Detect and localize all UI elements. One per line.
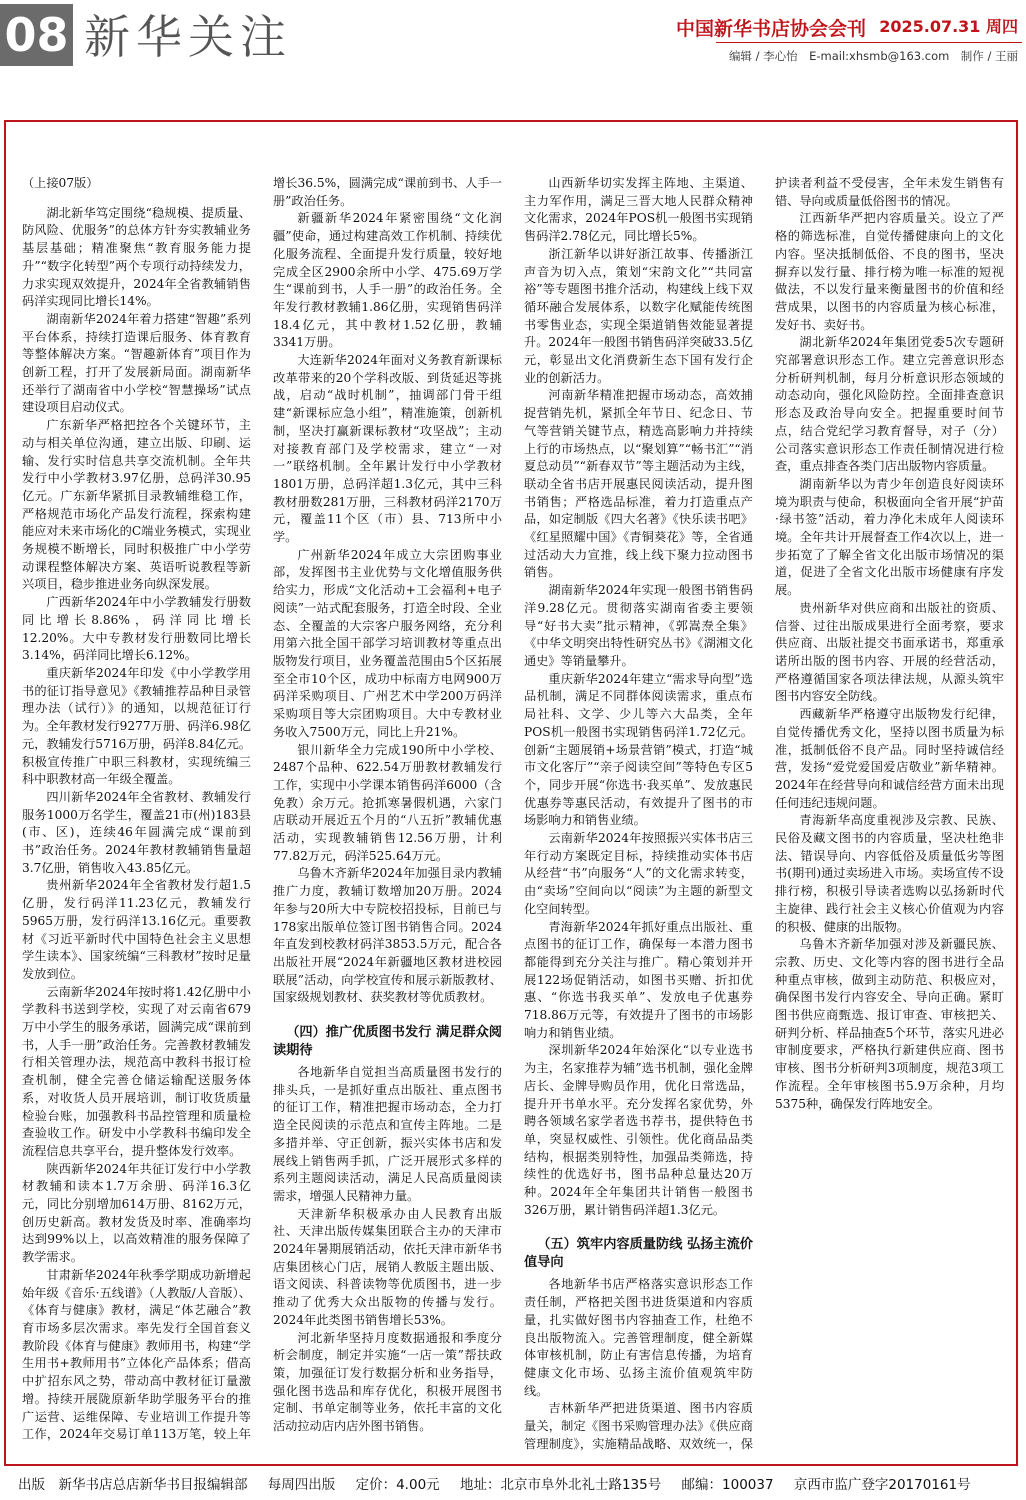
paragraph: 银川新华全力完成190所中小学校、2487个品种、622.54万册教材教辅发行工作，实现中小学课本销售码洋6000（含免教）余万元。抢抓寒暑假机遇，六家门店联动开展近五个月的“八五折”教辅优惠活动，实现教辅销售12.56万册，计利77.82万元，码洋525.64万元。 [273, 742, 502, 863]
paragraph: 各地新华自觉担当高质量图书发行的排头兵，一是抓好重点出版社、重点图书的征订工作，精准把握市场动态，全力打造全民阅读的示范点和宣传主阵地。二是多措并举、守正创新，振兴实体书店和发展线上销售两手抓，广泛开展形式多样的系列主题阅读活动，满足人民高质量阅读需求，增强人民精神力量。 [273, 1065, 502, 1203]
paragraph: 广州新华2024年成立大宗团购事业部，发挥图书主业优势与文化增值服务供给实力，形成“文化活动+工会福利+电子阅读”一站式配套服务，打造全时段、全业态、全覆盖的大宗客户服务网络，充分利用第六批全国干部学习培训教材等重点出版物发行项目，业务覆盖范围由5个区拓展至全市10个区，成功中标南方电网900万码洋采购项目、广州艺术中学200万码洋采购项目等大宗团购项目。大中专教材业务收入7500万元，同比上升21%。 [273, 547, 502, 739]
paragraph: 天津新华积极承办由人民教育出版社、天津出版传媒集团联合主办的天津市2024年暑期展销活动，依托天津市新华书店集团核心门店，展销人教版主题出版、语文阅读、科普读物等优质图书，进一步推动了优秀大众出版物的传播与发行。2024年此类图书销售增长53%。 [273, 1206, 502, 1327]
article-body [22, 175, 1004, 1460]
footer-license: 京西市监广登字20170161号 [793, 1477, 971, 1493]
paragraph: 湖南新华以为青少年创造良好阅读环境为职责与使命，积极面向全省开展“护苗·绿书签”活动，着力净化未成年人阅读环境。全年共计开展督查工作4次以上，进一步拓宽了了解全省文化出版市场情况的渠道，促进了全省文化出版市场健康有序发展。 [775, 476, 1004, 598]
paragraph: 各地新华书店严格落实意识形态工作责任制，严格把关图书进货渠道和内容质量，扎实做好图书内容抽查工作，杜绝不良出版物流入。完善管理制度，健全新媒体审核机制，防止有害信息传播，为培育健康文化市场、弘扬主流价值观筑牢防线。 [524, 1277, 753, 1398]
paragraph: 云南新华2024年按时将1.42亿册中小学教科书送到学校，实现了对云南省679万中小学生的服务承诺，圆满完成“课前到书，人手一册”政治任务。完善教材教辅发行相关管理办法，规范高中教科书报订检查机制，健全完善仓储运输配送服务体系，对收货人员开展培训，制订收货质量检验台账，加强教科书品控管理和质量检查验收工作。研发中小学教科书编印发全流程信息共享平台，提升整体发行效率。 [22, 984, 251, 1158]
footer-address: 地址：北京市阜外北礼士路135号 [459, 1477, 662, 1493]
paragraph: 贵州新华对供应商和出版社的资质、信誉、过往出版成果进行全面考察，要求供应商、出版社提交书面承诺书，郑重承诺所出版的图书内容、开展的经营活动，严格遵循国家各项法律法规，从源头筑牢图书内容安全防线。 [775, 600, 1004, 704]
paragraph: 湖南新华2024年实现一般图书销售码洋9.28亿元。贯彻落实湖南省委主要领导“好书大卖”批示精神，《郭嵩焘全集》《中华文明突出特性研究丛书》《湖湘文化通史》等销量攀升。 [524, 583, 753, 668]
paragraph: 湖南新华2024年着力搭建“智趣”系列平台体系，持续打造课后服务、体育教育等整体解决方案。“智趣新体育”项目作为创新工程，打开了发展新局面。湖南新华还举行了湖南省中小学校“智慧操场”试点建设项目启动仪式。 [22, 311, 251, 415]
paragraph: 河南新华精准把握市场动态，高效捕捉营销先机，紧抓全年节日、纪念日、节气等营销关键节点，精选高影响力并持续上行的市场热点，以“聚划算”“畅书汇”“消夏总动员”“新春双节”等主题活动为主线，联动全省书店开展惠民阅读活动，提升图书销售；严格选品标准，着力打造重点产品，如定制版《四大名著》《快乐读书吧》《红星照耀中国》《青铜葵花》等，全省通过活动大力宣推，线上线下聚力拉动图书销售。 [524, 388, 753, 580]
section-heading-5: （五）筑牢内容质量防线 弘扬主流价值导向 [524, 1237, 753, 1271]
paragraph: 四川新华2024年全省教材、教辅发行服务1000万名学生，覆盖21市(州)183县(市、区)，连续46年圆满完成“课前到书”政治任务。2024年教材教辅销售量超3.7亿册，销售收入43.85亿元。 [22, 789, 251, 875]
paragraph: 浙江新华以讲好浙江故事、传播浙江声音为切入点，策划“宋韵文化”“共同富裕”等专题图书推介活动，构建线上线下双循环融合发展体系，以数字化赋能传统图书零售业态，实现全渠道销售效能显著提升。2024年一般图书销售码洋突破33.5亿元，彰显出文化消费新生态下国有发行企业的创新活力。 [524, 246, 753, 385]
paragraph: 青海新华高度重视涉及宗教、民族、民俗及藏文图书的内容质量，坚决杜绝非法、错误导向、内容低俗及质量低劣等图书(期刊)通过卖场进入市场。卖场宣传不设排行榜，积极引导读者选购以弘扬新时代主旋律、践行社会主义核心价值观为内容的积极、健康的出版物。 [775, 813, 1004, 934]
paragraph: 贵州新华2024年全省教材发行超1.5亿册，发行码洋11.23亿元，教辅发行5965万册，发行码洋13.16亿元。重要教材《习近平新时代中国特色社会主义思想学生读本》、国家统编“三科教材”按时足量发放到位。 [22, 878, 251, 981]
paragraph: 湖北新华笃定围绕“稳规模、提质量、防风险、优服务”的总体方针夯实教辅业务基层基础；精准聚焦“教育服务能力提升”“数字化转型”两个专项行动持续发力，力求实现双效提升，2024年全省教辅销售码洋实现同比增长14%。 [22, 205, 251, 309]
editor-credits: 编辑 / 李心怡 E-mail:xhsmb@163.com 制作 / 王丽 [728, 49, 1018, 63]
paragraph: 江西新华严把内容质量关。设立了严格的筛选标准，自觉传播健康向上的文化内容。坚决抵制低俗、不良的图书，坚决摒弃以发行量、排行榜为唯一标准的短视做法，不以发行量来衡量图书的价值和经营成果，以图书的内容质量为核心标准，发好书、卖好书。 [775, 211, 1004, 332]
paragraph: 山西新华切实发挥主阵地、主渠道、主力军作用，满足三晋大地人民群众精神文化需求，2024年POS机一般图书实现销售码洋2.78亿元，同比增长5%。 [524, 176, 753, 244]
paper-name: 中国新华书店协会会刊 [675, 18, 866, 40]
header-rule [716, 42, 1022, 43]
paragraph: 乌鲁木齐新华2024年加强目录内教辅推广力度，教辅订数增加20万册。2024年参与20所大中专院校招投标，目前已与178家出版单位签订图书销售合同。2024年直发到校教材码洋3853.5万元，配合各出版社开展“2024年新疆地区教材进校园联展”活动，向学校宣传和展示新版教材、国家级规划教材、获奖教材等优质教材。 [273, 866, 502, 1005]
paragraph: 重庆新华2024年建立“需求导向型”选品机制，满足不同群体阅读需求，重点布局社科、文学、少儿等六大品类，全年POS机一般图书实现销售码洋1.72亿元。创新“主题展销+场景营销”模式，打造“城市文化客厅”“亲子阅读空间”等特色专区5个，同步开展“你选书·我买单”、发放惠民优惠券等惠民活动，有效提升了图书的市场影响力和销售业绩。 [524, 671, 753, 828]
paragraph: 陕西新华2024年共征订发行中小学教材教辅和读本1.7万余册、码洋16.3亿元，同比分别增加614万册、8162万元，创历史新高。教材发货及时率、准确率均达到99%以上，以高效精准的服务保障了教学需求。 [22, 1161, 251, 1265]
paragraph: 广西新华2024年中小学教辅发行册数同比增长8.86%，码洋同比增长12.20%。大中专教材发行册数同比增长3.14%，码洋同比增长6.12%。 [22, 595, 251, 663]
footer-publisher: 出版 新华书店总店新华书目报编辑部 [18, 1477, 248, 1493]
paragraph: 湖北新华2024年集团党委5次专题研究部署意识形态工作。建立完善意识形态分析研判机制，每月分析意识形态领域的动态动向，强化风险防控。全面排查意识形态及政治导向安全。把握重要时间节点，结合党纪学习教育督导，对子（分）公司落实意识形态工作责任制情况进行检查，重点排查各类门店出版物内容质量。 [775, 335, 1004, 474]
paragraph: 云南新华2024年按照振兴实体书店三年行动方案既定目标，持续推动实体书店从经营“书”向服务“人”的文化需求转变，由“卖场”空间向以“阅读”为主题的新型文化空间转型。 [524, 831, 753, 916]
paragraph: 新疆新华2024年紧密围绕“文化润疆”使命，通过构建高效工作机制、持续优化服务流程、全面提升发行质量，较好地完成全区2900余所中小学、475.69万学生“课前到书，人手一册”的政治任务。全年发行教材教辅1.86亿册，实现销售码洋18.4亿元，其中教材1.52亿册，教辅3341万册。 [273, 211, 502, 350]
masthead [0, 0, 1026, 108]
paragraph: 吉林新华严把进货渠道、图书内容质量关，制定《图书采购管理办法》《供应商管理制度》，实施精品战略、双效统一，保护读者利益不受侵害，全年未发生销售有错、导向或质量低俗图书的情况。 [524, 176, 1004, 1451]
section-heading-4: （四）推广优质图书发行 满足群众阅读期待 [273, 1025, 502, 1059]
paragraph: 西藏新华严格遵守出版物发行纪律，自觉传播优秀文化，坚持以图书质量为标准，抵制低俗不良产品。同时坚持诚信经营，发扬“爱党爱国爱店敬业”新华精神。2024年在经营导向和诚信经营方面未出现任何违纪违规问题。 [775, 707, 1004, 810]
footer-price: 定价：4.00元 [355, 1477, 440, 1493]
paragraph: 乌鲁木齐新华加强对涉及新疆民族、宗教、历史、文化等内容的图书进行全品种重点审核，做到主动防范、积极应对，确保图书发行内容安全、导向正确。紧盯图书供应商甄选、报订审查、审核把关、研判分析、样品抽查5个环节，落实凡进必审制度要求，严格执行新建供应商、图书审核、图书分析研判3项制度，规范3项工作流程。全年审核图书5.9万余种，月均5375种，确保发行阵地安全。 [775, 937, 1004, 1111]
paragraph: 广东新华严格把控各个关键环节，主动与相关单位沟通，建立出版、印刷、运输、发行实时信息共享交流机制。全年共发行中小学教材3.97亿册，总码洋30.95亿元。广东新华紧抓目录教辅维稳工作，严格规范市场化产品发行流程，探索构建能应对未来市场化的C端业务模式，实现业务规模不断增长，同时积极推广中小学劳动课程整体解决方案、英语听说教程等新兴项目，稳步推进业务向纵深发展。 [22, 418, 251, 592]
footer-imprint [0, 1470, 1026, 1500]
page-number: 08 [0, 4, 73, 66]
paragraph: 深圳新华2024年始深化“以专业选书为主，名家推荐为辅”选书机制，强化金牌店长、金牌导购员作用，优化日常选品，提升开书单水平。充分发挥名家优势，外聘各领域名家学者选书荐书，提供特色书单，突显权威性、引领性。优化商品品类结构，根据类别特性，加强品类筛选，持续性的优选好书，图书品种总量达20万种。2024年全年集团共计销售一般图书326万册，累计销售码洋超1.3亿元。 [524, 1043, 753, 1217]
continued-note: （上接07版） [22, 176, 99, 190]
paragraph: 大连新华2024年面对义务教育新课标改革带来的20个学科改版、到货延迟等挑战，启动“战时机制”，抽调部门骨干组建“新课标应急小组”，精准施策，创新机制，坚决打赢新课标教材“攻坚战”；主动对接教育部门及学校需求，建立“一对一”联络机制。全年累计发行中小学教材1801万册，总码洋超1.3亿元，其中三科教材册数281万册，三科教材码洋2170万元，覆盖11个区（市）县、713所中小学。 [273, 353, 502, 545]
footer-frequency: 每周四出版 [267, 1477, 336, 1493]
paragraph: 重庆新华2024年印发《中小学教学用书的征订指导意见》《教辅推荐品种目录管理办法（试行）》的通知，以规范征订行为。全年教材发行9277万册、码洋6.98亿元，教辅发行5716万册，码洋8.84亿元。积极宣传推广中职三科教材，实现统编三科中职教材高一年级全覆盖。 [22, 665, 251, 787]
paragraph: 河北新华坚持月度数据通报和季度分析会制度，制定并实施“一店一策”帮扶政策，加强征订发行数据分析和业务指导，强化图书选品和库存优化，积极开展图书定制、书单定制等业务，依托丰富的文化活动拉动店内店外图书销售。 [273, 1330, 502, 1434]
paragraph: 甘肃新华2024年秋季学期成功新增起始年级《音乐·五线谱》（人教版/人音版）、《体育与健康》教材，满足“体艺融合”教育市场多层次需求。率先发行全国首套义教阶段《体育与健康》教师用书，构建“学生用书+教师用书”立体化产品体系；借高中扩招东风之势，带动高中教材征订量激增。持续开展陇原新华助学服务平台的推广运营、运维保障、专业培训工作提升等工作，2024年交易订单113万笔，较上年增长36.5%，圆满完成“课前到书、人手一册”政治任务。 [22, 176, 502, 1442]
footer-postcode: 邮编：100037 [681, 1477, 774, 1493]
section-title: 新华关注 [84, 10, 292, 64]
paragraph: 青海新华2024年抓好重点出版社、重点图书的征订工作，确保每一本潜力图书都能得到充分关注与推广。精心策划并开展122场促销活动，如图书买赠、折扣优惠、“你选书我买单”、发放电子优惠券718.86万元等，有效提升了图书的市场影响力和销售业绩。 [524, 919, 753, 1040]
publication-date: 2025.07.31 周四 [879, 17, 1018, 36]
